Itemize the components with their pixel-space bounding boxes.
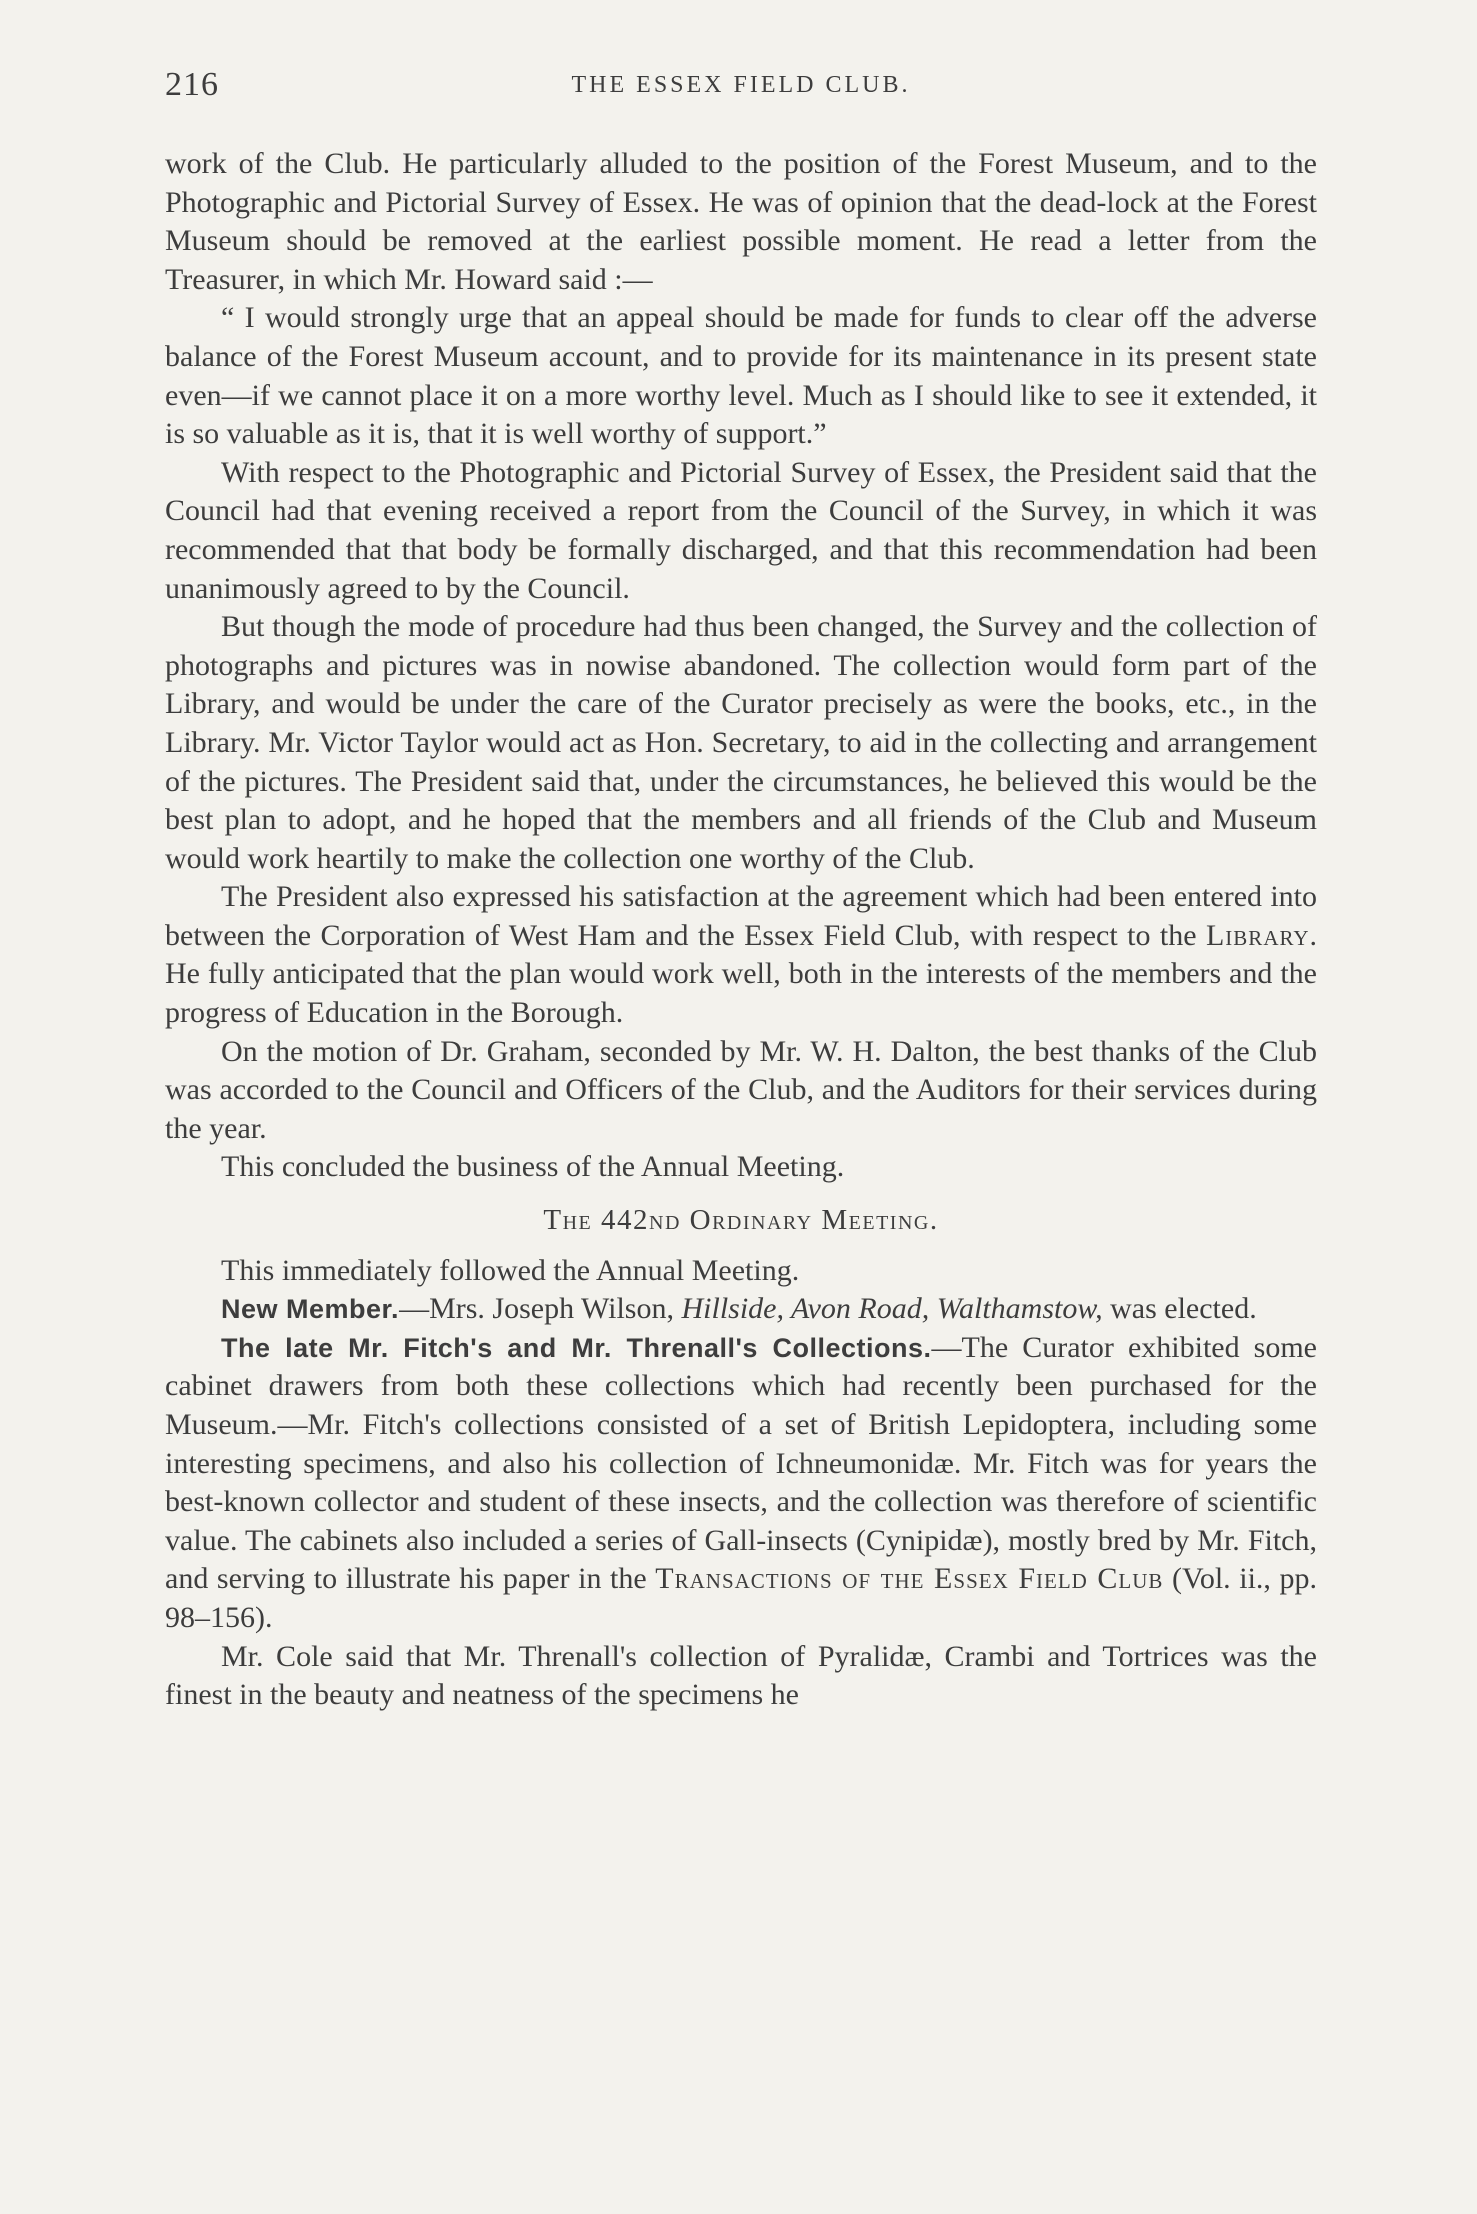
library-agreement-text-b: . He fully anticipated that the plan would work well, both in the interests of the members and the progress of Education in the Borough. (165, 918, 1317, 1030)
paragraph-meeting-followed: This immediately followed the Annual Meeting. (221, 1253, 800, 1287)
section-heading: The 442nd Ordinary Meeting. (543, 1204, 939, 1237)
transactions-title: Transactions of the Essex Field Club (655, 1562, 1164, 1596)
collections-text-a: —The Curator exhibited some cabinet drawers from both these collections which had recently been purchased for the Museum.—Mr. Fitch's collections consisted of a set of British Lepidoptera, including some interesting specimens, and also his collection of Ichneumonidæ. Mr. Fitch was for years the best-known collector and student of these insects, and the collection was therefore of scientific value. The cabinets also included a series of Gall-insects (Cynipidæ), mostly bred by Mr. Fitch, and serving to illustrate his paper in the (165, 1330, 1317, 1596)
new-member-text-b: was elected. (1102, 1292, 1257, 1326)
paragraph-procedure: But though the mode of procedure had thus been changed, the Survey and the collection of photographs and pictures was in nowise abandoned. The collection would form part of the Library, and would be under the care of the Curator precisely as were the books, etc., in the Library. Mr. Victor Taylor would act as Hon. Secretary, to aid in the collecting and arrangement of the pictures. The President said that, under the circumstances, he believed this would be the best plan to adopt, and he hoped that the members and all friends of the Club and Museum would work heartily to make the collection one worthy of the Club. (165, 610, 1317, 875)
page-header (165, 66, 1317, 116)
paragraph-quoted-letter: “ I would strongly urge that an appeal should be made for funds to clear off the adverse balance of the Forest Museum account, and to provide for its maintenance in its present state even—if we cannot place it on a more worthy level. Much as I should like to see it extended, it is so valuable as it is, that it is well worthy of support.” (165, 301, 1317, 451)
collections-text-b: (Vol. ii., pp. 98–156). (165, 1562, 1317, 1634)
paragraph-continuation: work of the Club. He particularly alluded to the position of the Forest Museum, and to the Photographic and Pictorial Survey of Essex. He was of opinion that the dead-lock at the Forest Museum should be removed at the earliest possible moment. He read a letter from the Treasurer, in which Mr. Howard said :— (165, 147, 1317, 296)
new-member-address: Hillside, Avon Road, Walthamstow, (681, 1292, 1103, 1326)
paragraph-thanks-motion: On the motion of Dr. Graham, seconded by Mr. W. H. Dalton, the best thanks of the Club was accorded to the Council and Officers of the Club, and the Auditors for their services during the year. (165, 1034, 1317, 1145)
paragraph-threnall-collection: Mr. Cole said that Mr. Threnall's collection of Pyralidæ, Crambi and Tortrices was the finest in the beauty and neatness of the specimens he (165, 1639, 1317, 1712)
new-member-text-a: —Mrs. Joseph Wilson, (399, 1292, 682, 1326)
paragraph-meeting-concluded: This concluded the business of the Annual Meeting. (221, 1150, 845, 1184)
running-head: THE ESSEX FIELD CLUB. (571, 72, 911, 98)
library-term: Library (1205, 918, 1310, 952)
collections-lead: The late Mr. Fitch's and Mr. Threnall's Collections. (221, 1332, 932, 1363)
body-text (165, 145, 1317, 1715)
paragraph-survey: With respect to the Photographic and Pictorial Survey of Essex, the President said that the Council had that evening received a report from the Council of the Survey, in which it was recommended that that body be formally discharged, and that this recommendation had been unanimously agreed to by the Council. (165, 455, 1317, 605)
page-number: 216 (165, 66, 219, 103)
library-agreement-text-a: The President also expressed his satisfaction at the agreement which had been entered into between the Corporation of West Ham and the Essex Field Club, with respect to the (165, 880, 1317, 952)
paragraph-collections (165, 1329, 1317, 1638)
paragraph-new-member (165, 1290, 1317, 1329)
new-member-lead: New Member. (221, 1294, 400, 1325)
paragraph-library-agreement (165, 878, 1317, 1032)
